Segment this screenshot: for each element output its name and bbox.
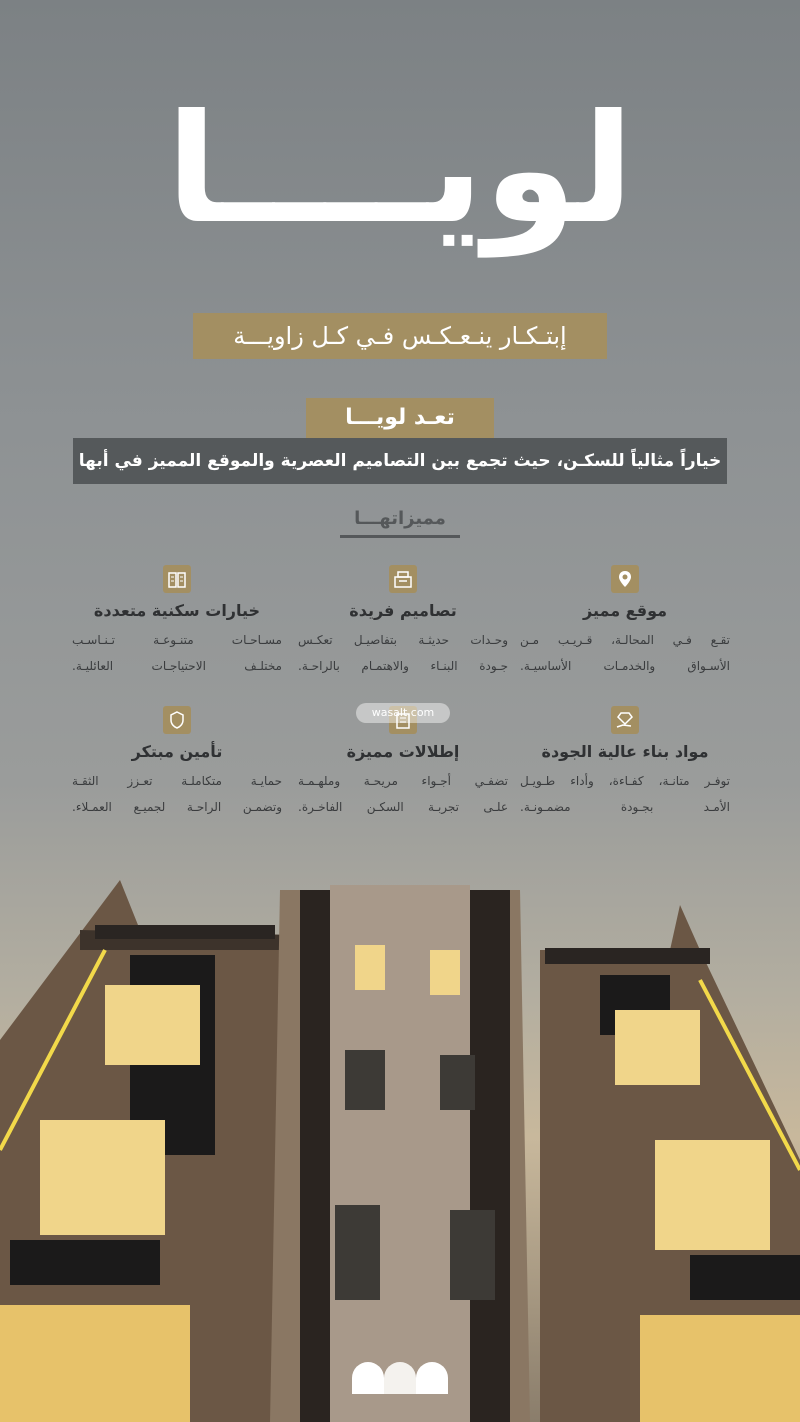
feature-name: خيارات سكنية متعددة [93, 601, 261, 620]
project-title: لويــــا [165, 83, 635, 257]
intro-text: خياراً مثالياً للسكـن، حيث تجمع بين التصاميم العصرية والموقع المميز في أبها [73, 438, 727, 484]
feature-insurance [72, 706, 282, 820]
feature-name: تأمين مبتكر [131, 742, 223, 761]
feature-name: مواد بناء عالية الجودة [541, 742, 709, 761]
feature-desc: تقـع فـي المحالـة، قـريـب مـن الأسـواق والخدمـات الأساسيـة. [520, 633, 730, 673]
feature-name: موقع مميز [582, 601, 668, 620]
brand-logo-icon [350, 1360, 450, 1396]
apartments-icon [163, 565, 191, 593]
shield-hands-icon [163, 706, 191, 734]
feature-options [72, 565, 282, 679]
feature-name: تصاميم فريدة [349, 601, 457, 620]
features-underline [340, 535, 460, 538]
building-design-icon [389, 565, 417, 593]
feature-desc: وحـدات حديثـة بتفاصيـل تعكـس جـودة البنـاء والاهتمـام بالراحـة. [298, 633, 508, 673]
feature-materials [520, 706, 730, 820]
feature-location [520, 565, 730, 679]
feature-views [298, 706, 508, 820]
building-photo [0, 860, 800, 1422]
intro-heading: تعـد لويـــا [306, 398, 494, 438]
location-pin-icon [611, 565, 639, 593]
feature-desc: حمايـة متكاملـة تعـزز الثقـة وتضمـن الراحـة لجميـع العمـلاء. [72, 774, 282, 814]
tagline-banner: إبتـكـار ينـعـكـس فـي كـل زاويـــة [193, 313, 607, 359]
watermark: wasalt.com [356, 703, 450, 723]
feature-desc: تضفـي أجـواء مريحـة وملهـمـة علـى تجربـة السكـن الفاخـرة. [298, 774, 508, 814]
feature-design [298, 565, 508, 679]
feature-name: إطلالات مميزة [346, 742, 460, 761]
diamond-hand-icon [611, 706, 639, 734]
feature-desc: توفـر متانـة، كفـاءة، وأداء طـويـل الأمـد بجـودة مضمـونـة. [520, 774, 730, 814]
feature-desc: مسـاحـات متنـوعـة تـنـاسـب مختلـف الاحتياجـات العائليـة. [72, 633, 282, 673]
features-title: مميزاتهـــا [354, 508, 446, 529]
